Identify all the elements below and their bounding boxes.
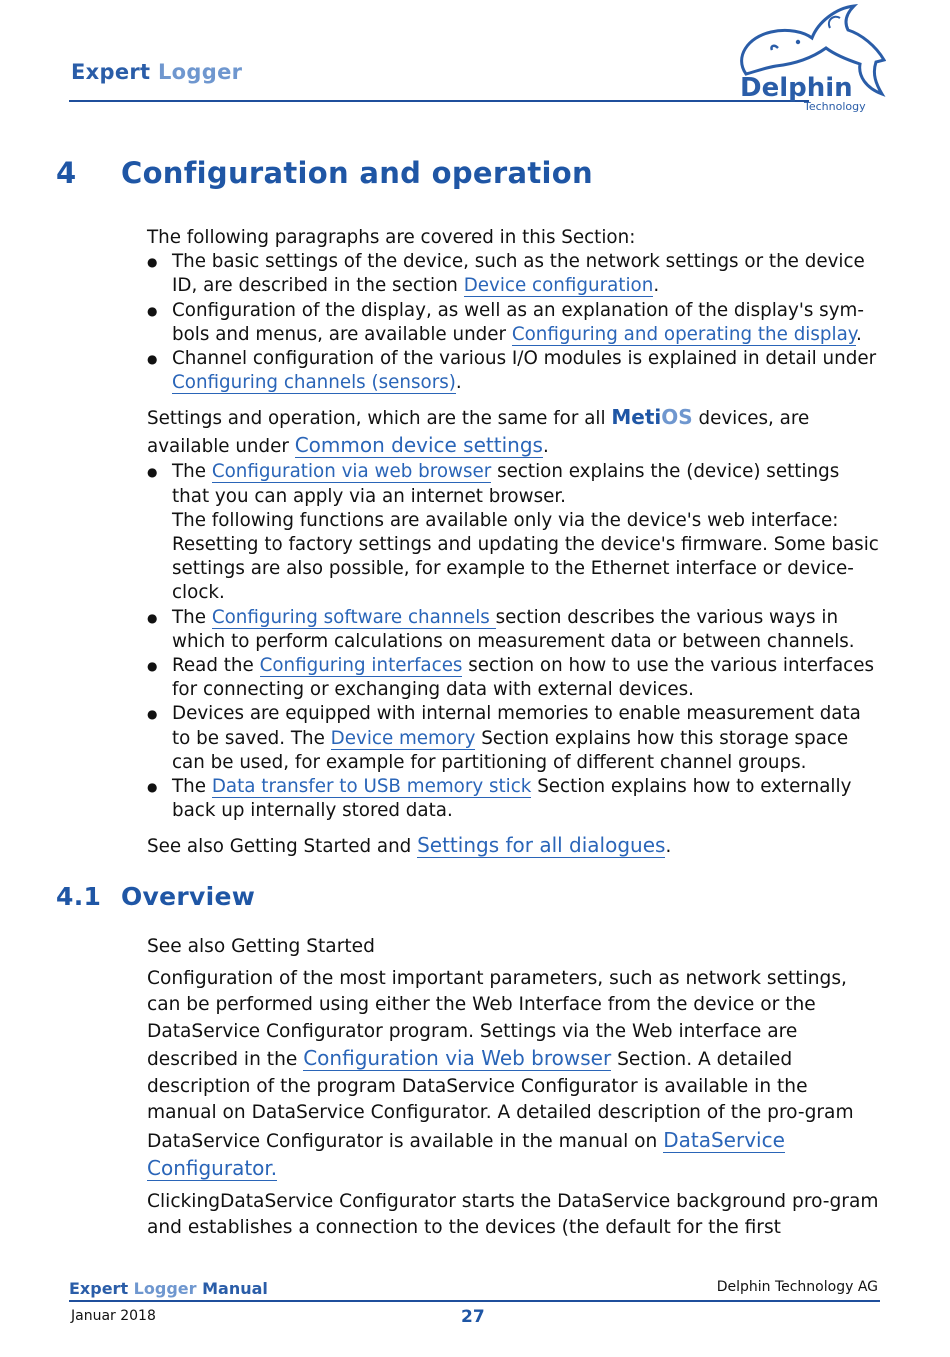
- footer-title-part2: Logger: [133, 1279, 197, 1298]
- link-configuration-web-browser[interactable]: Configuration via web browser: [211, 461, 492, 483]
- list-item: ● The Data transfer to USB memory stick Section explains how to externally back up internally stored data.: [147, 776, 852, 822]
- link-configuring-software-channels[interactable]: Configuring software channels: [211, 606, 496, 628]
- link-data-transfer-usb[interactable]: Data transfer to USB memory stick: [211, 776, 532, 798]
- settings-paragraph: Settings and operation, which are the same for all MetiOS devices, are available under Common device settings.: [147, 405, 810, 458]
- bullet-icon: ●: [147, 659, 158, 674]
- chapter-body: [147, 226, 882, 860]
- link-configuring-channels[interactable]: Configuring channels (sensors): [172, 372, 456, 394]
- section-number: 4.1: [56, 882, 102, 911]
- footer-title: [69, 1279, 268, 1298]
- bullet-icon: ●: [147, 465, 158, 480]
- link-configuring-interfaces[interactable]: Configuring interfaces: [259, 655, 463, 677]
- logo-wordmark: Delphin: [740, 73, 853, 103]
- list-item: ● Channel configuration of the various I/O modules is explained in detail under Configuring channels (sensors).: [147, 348, 877, 394]
- metios-brand-part1: Meti: [611, 405, 662, 430]
- link-configuring-display[interactable]: Configuring and operating the display: [511, 323, 857, 345]
- delphin-logo: [726, 2, 886, 114]
- header-title-part1: Expert: [71, 60, 151, 84]
- footer-title-part1: Expert: [69, 1279, 129, 1298]
- bullet-icon: ●: [147, 303, 158, 318]
- bullet-icon: ●: [147, 255, 158, 270]
- header-rule: [69, 100, 809, 102]
- logo-subtitle: Technology: [804, 100, 866, 113]
- section-title: Overview: [121, 882, 256, 911]
- chapter-title: Configuration and operation: [121, 156, 593, 190]
- footer-date: Januar 2018: [71, 1308, 156, 1324]
- link-settings-all-dialogues[interactable]: Settings for all dialogues: [417, 833, 666, 858]
- bullet-icon: ●: [147, 610, 158, 625]
- header-title-part2: Logger: [158, 60, 243, 84]
- functions-list: [147, 460, 882, 823]
- list-item: ● Configuration of the display, as well as an explanation of the display's sym-bols and menus, are available under Configuring and operating the display.: [147, 299, 864, 345]
- list-item: ● Devices are equipped with internal memories to enable measurement data to be saved. The Device memory Section explains how this storage space can be used, for example for partitioning of different channel groups.: [147, 703, 861, 773]
- bullet-icon: ●: [147, 352, 158, 367]
- link-device-configuration[interactable]: Device configuration: [463, 275, 654, 297]
- list-item: ● The Configuring software channels section describes the various ways in which to perform calculations on measurement data or between channels.: [147, 606, 855, 652]
- overview-paragraph: Configuration of the most important parameters, such as network settings, can be performed using either the Web Interface from the device or the DataService Configurator program. Settings via the Web interface are described in the Configuration via Web browser Section. A detailed description of the program DataService Configurator is available in the manual on DataService Configurator. A detailed description of the pro-gram DataService Configurator is available in the manual on DataService Configurator.: [147, 967, 854, 1180]
- page-number: 27: [461, 1307, 485, 1327]
- last-paragraph: ClickingDataService Configurator starts the DataService background pro-gram and establishes a connection to the devices (the default for the first: [147, 1190, 879, 1238]
- footer-rule: [69, 1300, 880, 1302]
- list-item: ● Read the Configuring interfaces section on how to use the various interfaces for connecting or exchanging data with external devices.: [147, 655, 874, 701]
- footer-title-part3: Manual: [202, 1279, 268, 1298]
- document-header-title: [71, 60, 242, 84]
- list-item: ● The Configuration via web browser section explains the (device) settings that you can apply via an internet browser. The following functions are available only via the device's web interface: Resetting to factory settings and updating the device's firmware. Some basic settings are also possible, for example to the Ethernet interface or device-clock.: [147, 461, 879, 604]
- see-also-getting-started: See also Getting Started: [147, 936, 375, 957]
- chapter-number: 4: [56, 156, 77, 190]
- chapter-heading: [56, 156, 593, 190]
- link-device-memory[interactable]: Device memory: [330, 727, 476, 749]
- link-configuration-via-web-browser[interactable]: Configuration via Web browser: [303, 1046, 612, 1070]
- section-body: [147, 934, 882, 1242]
- metios-brand-part2: OS: [661, 405, 693, 430]
- bullet-icon: ●: [147, 707, 158, 722]
- intro-paragraph: The following paragraphs are covered in this Section:: [147, 227, 636, 248]
- footer-company: Delphin Technology AG: [716, 1279, 878, 1295]
- list-item-extra: The following functions are available only via the device's web interface: Resetting to factory settings and updating the device's firmware. Some basic settings are also possible, for example to the Ethernet interface or device-clock.: [172, 509, 879, 604]
- topics-list: [147, 250, 882, 395]
- list-item: ● The basic settings of the device, such as the network settings or the device ID, are described in the section Device configuration.: [147, 251, 865, 297]
- link-dataservice-configurator[interactable]: DataService Configurator.: [147, 1127, 785, 1180]
- link-common-device-settings[interactable]: Common device settings: [294, 433, 543, 458]
- see-also-paragraph: See also Getting Started and Settings for all dialogues.: [147, 833, 672, 858]
- bullet-icon: ●: [147, 780, 158, 795]
- section-heading: [56, 882, 255, 911]
